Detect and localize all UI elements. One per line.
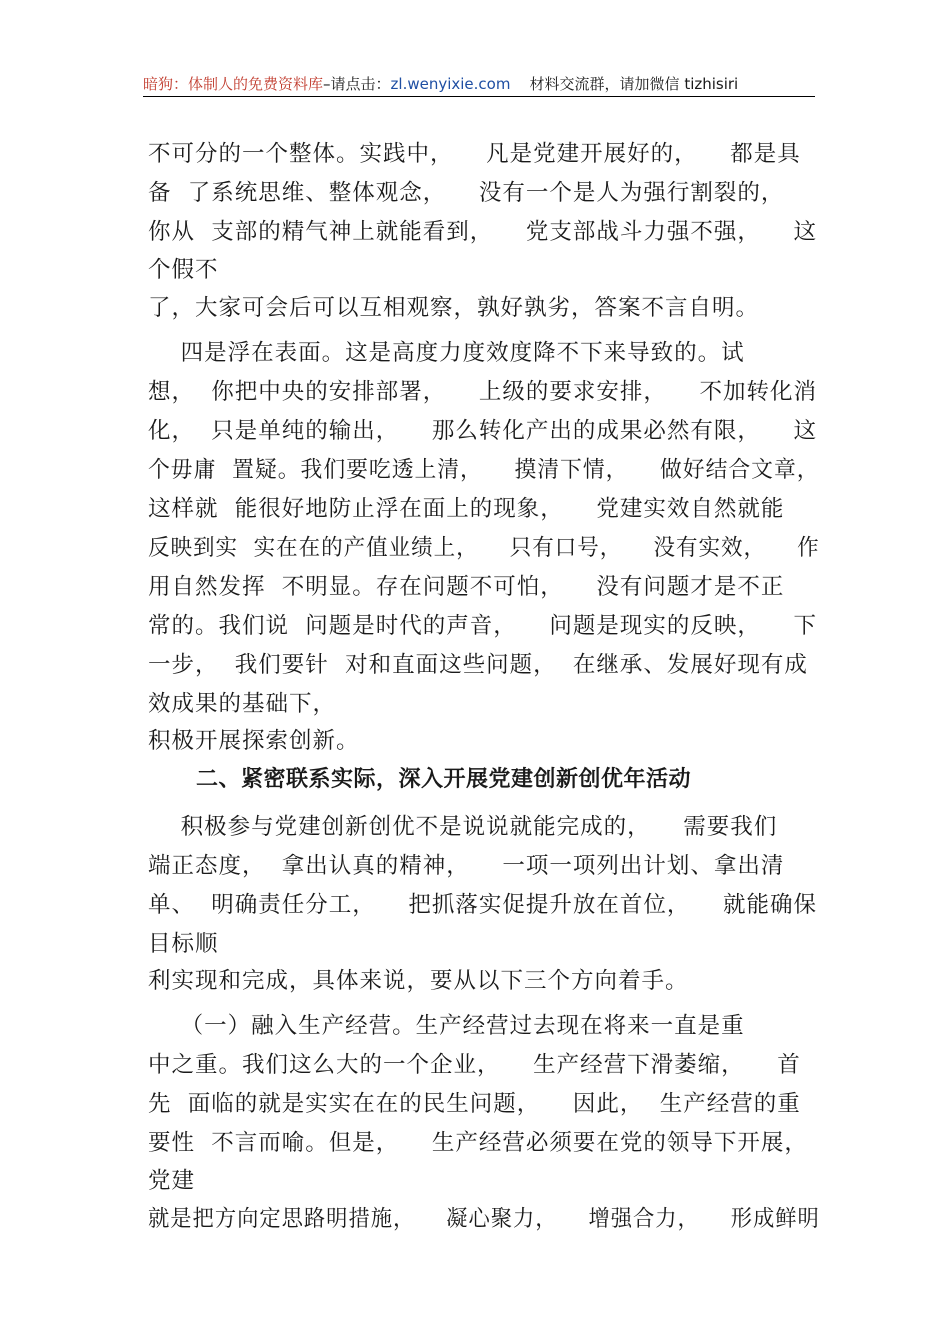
header-brand: 暗狗：体制人的免费资料库 [143,75,324,93]
body-line: 备 了系统思维、整体观念， 没有一个是人为强行割裂的， [148,180,785,206]
body-line: （一）融入生产经营。生产经营过去现在将来一直是重 [148,1013,745,1039]
body-line: 这样就 能很好地防止浮在面上的现象， 党建实效自然就能 [148,496,785,522]
body-line: 积极开展探索创新。 [148,728,360,754]
body-line: 目标顺 [148,931,219,957]
body-line: 积极参与党建创新创优不是说说就能完成的， 需要我们 [148,814,778,840]
header-contact: 材料交流群，请加微信 tizhisiri [529,75,739,93]
body-line: 想， 你把中央的安排部署， 上级的要求安排， 不加转化消 [148,379,818,405]
body-line: 反映到实 实在在的产值业绩上， 只有口号， 没有实效， 作 [148,535,820,561]
body-line: 端正态度， 拿出认真的精神， 一项一项列出计划、拿出清 [148,853,785,879]
body-line: 常的。我们说 问题是时代的声音， 问题是现实的反映， 下 [148,613,818,639]
body-line: 化， 只是单纯的输出， 那么转化产出的成果必然有限， 这 [148,418,818,444]
body-line: 一步， 我们要针 对和直面这些问题， 在继承、发展好现有成 [148,652,808,678]
body-line: 利实现和完成，具体来说，要从以下三个方向着手。 [148,968,689,994]
header-link[interactable]: zl.wenyixie.com [390,75,511,93]
body-line: 就是把方向定思路明措施， 凝心聚力， 增强合力， 形成鲜明 [148,1206,820,1232]
body-line: 了，大家可会后可以互相观察，孰好孰劣，答案不言自明。 [148,295,760,321]
body-line: 你从 支部的精气神上就能看到， 党支部战斗力强不强， 这 [148,219,818,245]
body-line: 单、 明确责任分工， 把抓落实促提升放在首位， 就能确保 [148,892,818,918]
body-line: 先 面临的就是实实在在的民生问题， 因此， 生产经营的重 [148,1091,801,1117]
body-line: 中之重。我们这么大的一个企业， 生产经营下滑萎缩， 首 [148,1052,801,1078]
page-header [143,72,815,97]
body-line: 四是浮在表面。这是高度力度效度降不下来导致的。试 [148,340,745,366]
body-line: 个假不 [148,257,219,283]
body-line: 不可分的一个整体。实践中， 凡是党建开展好的， 都是具 [148,141,801,167]
body-line: 要性 不言而喻。但是， 生产经营必须要在党的领导下开展， [148,1130,808,1156]
body-line: 党建 [148,1168,196,1194]
body-line: 效成果的基础下， [148,691,337,717]
section-heading: 二、紧密联系实际，深入开展党建创新创优年活动 [196,767,692,792]
body-line: 用自然发挥 不明显。存在问题不可怕， 没有问题才是不正 [148,574,785,600]
header-prompt: –请点击： [323,75,391,93]
body-line: 个毋庸 置疑。我们要吃透上清， 摸清下情， 做好结合文章， [148,457,820,483]
